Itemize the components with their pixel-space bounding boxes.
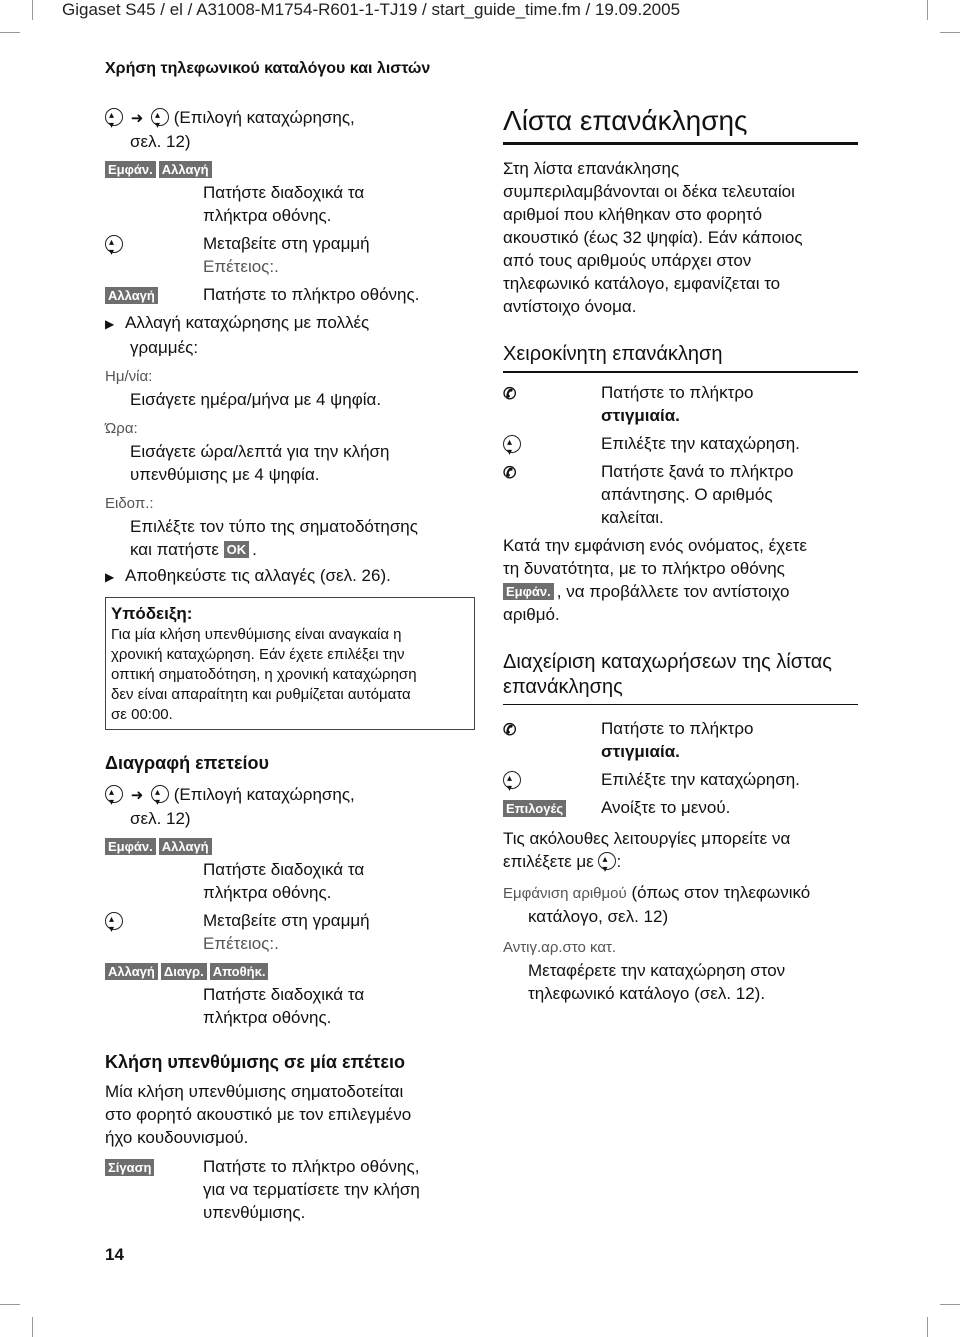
manual-redial-title: Χειροκίνητη επανάκληση [503, 343, 723, 365]
save-step: ▶ Αποθηκεύστε τις αλλαγές (σελ. 26). [105, 564, 475, 589]
arrow-right-icon: ➜ [130, 110, 144, 127]
talk-key-icon: ✆ [503, 722, 517, 739]
triangle-bullet-icon: ▶ [105, 317, 115, 331]
crop-mark [0, 32, 20, 33]
nav-key-icon [151, 108, 169, 126]
nav-key-icon [151, 785, 169, 803]
softkey-show[interactable]: Εμφάν. [105, 838, 156, 855]
section-rule [503, 371, 858, 373]
nav-key-icon [503, 435, 521, 453]
nav-key-icon [105, 785, 123, 803]
arrow-right-icon: ➜ [130, 787, 144, 804]
step-press-again: ✆ Πατήστε ξανά το πλήκτρο [503, 460, 858, 483]
option-copy: Αντιγ.αρ.στο κατ. [503, 939, 617, 956]
nav-key-icon [598, 852, 616, 870]
multi-line-step: ▶ Αλλαγή καταχώρησης με πολλές [105, 311, 475, 336]
file-header: Gigaset S45 / el / A31008-M1754-R601-1-TJ19 / start_guide_time.fm / 19.09.2005 [62, 0, 681, 19]
crop-mark [927, 1317, 928, 1337]
softkey-delete[interactable]: Διαγρ. [161, 963, 207, 980]
step-press-change: Αλλαγή Πατήστε το πλήκτρο οθόνης. [105, 283, 475, 306]
crop-mark [927, 0, 928, 20]
delete-softkeys [105, 835, 475, 858]
step-select: ▴ ▾ Επιλέξτε την καταχώρηση. [503, 432, 858, 455]
nav-key-icon [105, 912, 123, 930]
crop-mark [940, 32, 960, 33]
field-type-label: Ειδοπ.: [105, 495, 154, 512]
softkey-silence[interactable]: Σίγαση [105, 1159, 154, 1176]
page-number: 14 [105, 1245, 124, 1264]
softkey-save[interactable]: Αποθήκ. [210, 963, 269, 980]
left-column: ▴ ▾➜▴ ▾ (Επιλογή καταχώρησης, σελ. 12) Εμφάν. Αλλαγή Πατήστε διαδοχικά τα πλήκτρα οθόνης. ▴ ▾ Μεταβείτε στη γραμμή Επέτειος:. Αλλαγή Πατήστε το πλήκτρο οθόνης. ▶ Αλλαγή καταχώρησης με πολλές γραμμές: Ημ/νία: Εισάγετε ημέρα/μήνα με 4 ψηφία. Ώρα: Εισάγετε ώρα/λεπτά για την κλήση υπενθύμισης με 4 ψηφία. Ειδοπ.: Επιλέξτε τον τύπο της σηματοδότησης και πατήστε OK . ▶ Αποθηκεύστε τις αλλαγές (σελ. 26). Υπόδειξη: Για μία κλήση υπενθύμισης είναι αναγκαία η χρονική καταχώρηση. Εάν έχετε επιλέξει την οπτική σηματοδότηση, η χρονική καταχώρηση δεν είναι απαραίτητη και ρυθμίζεται αυτόματα σε 00:00. Διαγραφή επετείου ▴ ▾➜▴ ▾ (Επιλογή καταχώρησης, σελ. 12) Εμφάν. Αλλαγή Πατήστε διαδοχικά τα πλήκτρα οθόνης. ▴ ▾ Μεταβείτε στη γραμμή Επέτειος:. Αλλαγή Διαγρ. Αποθήκ. Πατήστε διαδοχικά τα πλήκτρα οθόνης. Κλήση υπενθύμισης σε μία επέτειο Μία κλήση υπενθύμισης σηματοδοτείται στο φορητό ακουστικό με τον επιλεγμένο ήχο κουδουνισμού. Σίγαση Πατήστε το πλήκτρο οθόνης, για να τερματίσετε την κλήση υπενθύμισης. [105, 106, 475, 1224]
talk-key-icon: ✆ [503, 385, 517, 403]
redial-list-title: Λίστα επανάκλησης [503, 105, 748, 136]
softkey-change[interactable]: Αλλαγή [159, 838, 212, 855]
field-time-label: Ώρα: [105, 420, 138, 437]
nav-key-icon [105, 108, 123, 126]
select-entry-line: ▴ ▾➜▴ ▾ (Επιλογή καταχώρησης, [105, 106, 475, 130]
field-date-label: Ημ/νία: [105, 368, 153, 385]
note-box: Υπόδειξη: Για μία κλήση υπενθύμισης είναι αναγκαία η χρονική καταχώρηση. Εάν έχετε επιλέξει την οπτική σηματοδότηση, η χρονική καταχώρηση δεν είναι απαραίτητη και ρυθμίζεται αυτόματα σε 00:00. [105, 597, 475, 730]
section-title: Χρήση τηλεφωνικού καταλόγου και λιστών [105, 60, 431, 77]
softkey-change[interactable]: Αλλαγή [159, 161, 212, 178]
right-column: Λίστα επανάκλησης Στη λίστα επανάκλησης συμπεριλαμβάνονται οι δέκα τελευταίοι αριθμοί που κλήθηκαν στο φορητό ακουστικό (έως 32 ψηφία). Εάν κάποιος από τους αριθμούς υπάρχει στον τηλεφωνικό κατάλογο, εμφανίζεται το αντίστοιχο όνομα. Χειροκίνητη επανάκληση ✆ Πατήστε το πλήκτρο στιγμιαία. ▴ ▾ Επιλέξτε την καταχώρηση. ✆ Πατήστε ξανά το πλήκτρο απάντησης. Ο αριθμός καλείται. Κατά την εμφάνιση ενός ονόματος, έχετε τη δυνατότητα, με το πλήκτρο οθόνης Εμφάν. , να προβάλλετε τον αντίστοιχο αριθμό. Διαχείριση καταχωρήσεων της λίστας επανάκλησης ✆ Πατήστε το πλήκτρο στιγμιαία. ▴ ▾ Επιλέξτε την καταχώρηση. Επιλογές Ανοίξτε το μενού. Τις ακόλουθες λειτουργίες μπορείτε να επιλέξετε με ▴ ▾ : Εμφάνιση αριθμού (όπως στον τηλεφωνικό κατάλογο, σελ. 12) Αντιγ.αρ.στο κατ. Μεταφέρετε την καταχώρηση στον τηλεφωνικό κατάλογο (σελ. 12). [503, 104, 858, 1005]
softkey-change[interactable]: Αλλαγή [105, 963, 158, 980]
nav-key-icon [503, 771, 521, 789]
softkey-ok[interactable]: OK [224, 541, 250, 558]
step-move: ▴ ▾ Μεταβείτε στη γραμμή [105, 232, 475, 255]
step-silence: Σίγαση Πατήστε το πλήκτρο οθόνης, [105, 1155, 475, 1178]
step-select: ▴ ▾ Επιλέξτε την καταχώρηση. [503, 768, 858, 791]
talk-key-icon: ✆ [503, 464, 517, 482]
manage-title: Διαχείριση καταχωρήσεων της λίστας [503, 650, 832, 673]
section-rule [503, 704, 858, 706]
call-title: Κλήση υπενθύμισης σε μία επέτειο [105, 1052, 405, 1072]
nav-key-icon [105, 235, 123, 253]
triangle-bullet-icon: ▶ [105, 570, 115, 584]
softkey-change[interactable]: Αλλαγή [105, 287, 158, 304]
select-entry-line: ▴ ▾➜▴ ▾ (Επιλογή καταχώρησης, [105, 783, 475, 807]
step-move: ▴ ▾ Μεταβείτε στη γραμμή [105, 909, 475, 932]
step-press-talk: ✆ Πατήστε το πλήκτρο [503, 717, 858, 740]
delete-save-softkeys [105, 960, 475, 983]
title-rule [503, 142, 858, 145]
softkey-show[interactable]: Εμφάν. [105, 161, 156, 178]
crop-mark [940, 1304, 960, 1305]
crop-mark [0, 1304, 20, 1305]
delete-title: Διαγραφή επετείου [105, 753, 270, 773]
softkey-show[interactable]: Εμφάν. [503, 583, 554, 600]
step-press-talk: ✆ Πατήστε το πλήκτρο [503, 381, 858, 404]
crop-mark [32, 1317, 33, 1337]
step-softkeys [105, 158, 475, 181]
note-title: Υπόδειξη: [111, 604, 193, 623]
softkey-options[interactable]: Επιλογές [503, 800, 566, 817]
step-options: Επιλογές Ανοίξτε το μενού. [503, 796, 858, 819]
option-show-number: Εμφάνιση αριθμού [503, 885, 627, 902]
crop-mark [32, 0, 33, 20]
